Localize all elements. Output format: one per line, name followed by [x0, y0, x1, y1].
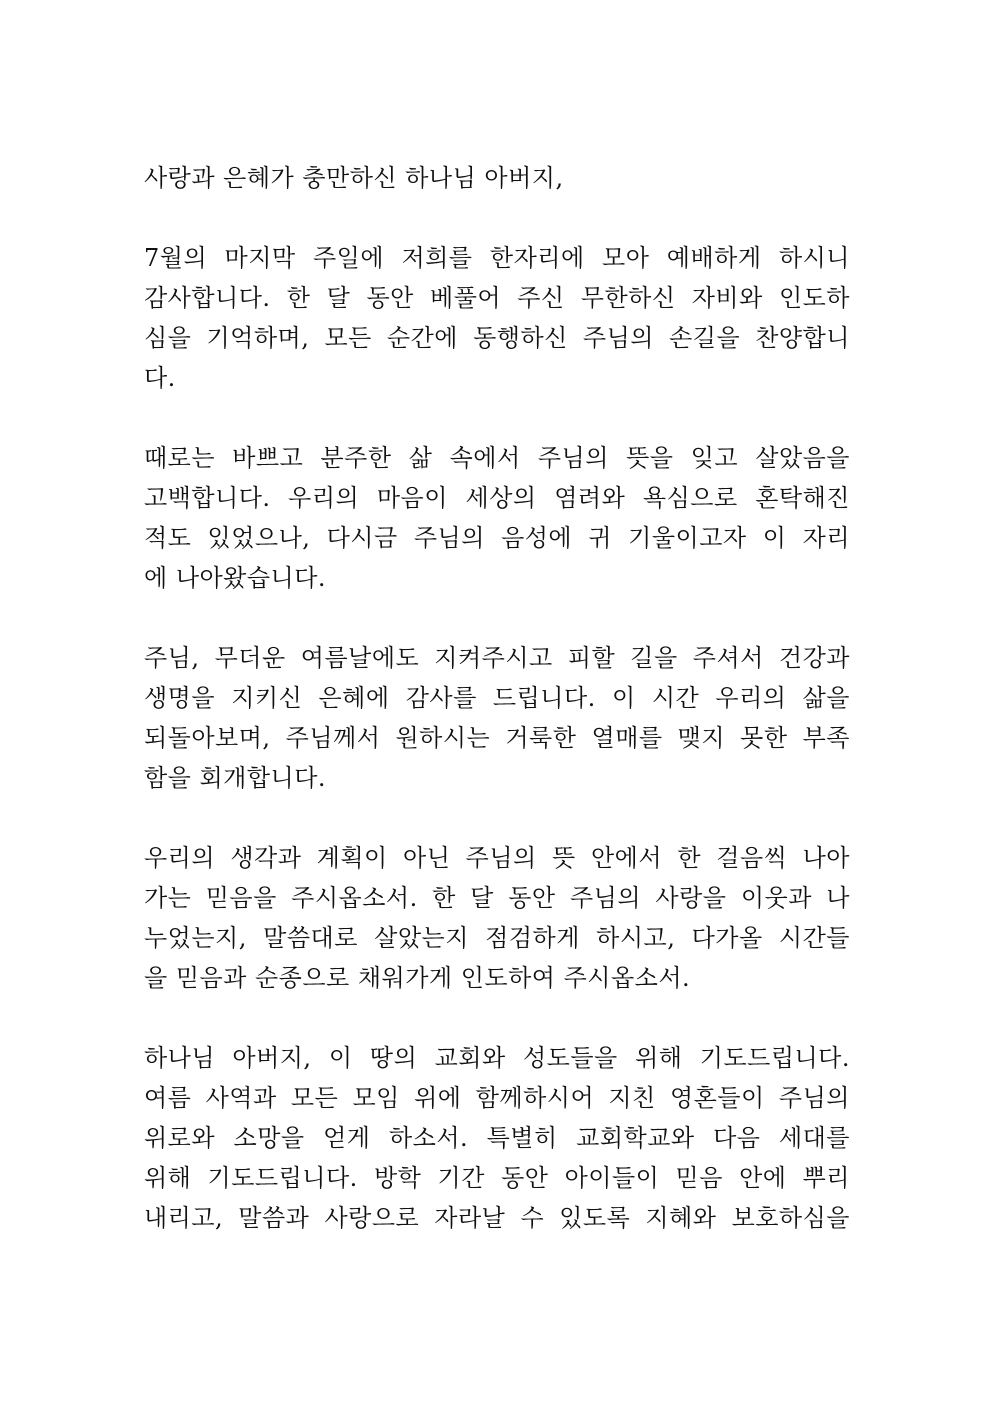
paragraph-line: 다.	[144, 364, 176, 392]
paragraph-line: 고백합니다. 우리의 마음이 세상의 염려와 욕심으로 혼탁해진	[144, 484, 850, 512]
paragraph-3	[144, 638, 850, 798]
paragraph-line: 위로와 소망을 얻게 하소서. 특별히 교회학교와 다음 세대를	[144, 1124, 850, 1152]
paragraph-line: 되돌아보며, 주님께서 원하시는 거룩한 열매를 맺지 못한 부족	[144, 724, 850, 752]
paragraph-line: 가는 믿음을 주시옵소서. 한 달 동안 주님의 사랑을 이웃과 나	[144, 884, 850, 912]
paragraph-line: 에 나아왔습니다.	[144, 564, 327, 592]
paragraph-gap	[144, 998, 850, 1038]
paragraph-line: 감사합니다. 한 달 동안 베풀어 주신 무한하신 자비와 인도하	[144, 284, 850, 312]
paragraph-line: 생명을 지키신 은혜에 감사를 드립니다. 이 시간 우리의 삶을	[144, 684, 850, 712]
prayer-text	[144, 158, 850, 1238]
paragraph-line: 여름 사역과 모든 모임 위에 함께하시어 지친 영혼들이 주님의	[144, 1084, 850, 1112]
paragraph-line: 위해 기도드립니다. 방학 기간 동안 아이들이 믿음 안에 뿌리	[144, 1164, 850, 1192]
greeting-line: 사랑과 은혜가 충만하신 하나님 아버지,	[144, 164, 564, 192]
paragraph-gap	[144, 198, 850, 238]
paragraph-gap	[144, 598, 850, 638]
paragraph-line: 누었는지, 말씀대로 살았는지 점검하게 하시고, 다가올 시간들	[144, 924, 850, 952]
paragraph-line: 7월의 마지막 주일에 저희를 한자리에 모아 예배하게 하시니	[144, 244, 850, 272]
paragraph-2	[144, 438, 850, 598]
paragraph-line: 우리의 생각과 계획이 아닌 주님의 뜻 안에서 한 걸음씩 나아	[144, 844, 850, 872]
paragraph-line: 내리고, 말씀과 사랑으로 자라날 수 있도록 지혜와 보호하심을	[144, 1204, 850, 1232]
paragraph-line: 적도 있었으나, 다시금 주님의 음성에 귀 기울이고자 이 자리	[144, 524, 850, 552]
paragraph-gap	[144, 798, 850, 838]
paragraph-1	[144, 238, 850, 398]
paragraph-line: 하나님 아버지, 이 땅의 교회와 성도들을 위해 기도드립니다.	[144, 1044, 850, 1072]
paragraph-line: 을 믿음과 순종으로 채워가게 인도하여 주시옵소서.	[144, 964, 691, 992]
paragraph-gap	[144, 398, 850, 438]
paragraph-5	[144, 1038, 850, 1238]
paragraph-line: 심을 기억하며, 모든 순간에 동행하신 주님의 손길을 찬양합니	[144, 324, 850, 352]
paragraph-line: 때로는 바쁘고 분주한 삶 속에서 주님의 뜻을 잊고 살았음을	[144, 444, 850, 472]
paragraph-line: 함을 회개합니다.	[144, 764, 327, 792]
paragraph-4	[144, 838, 850, 998]
paragraph-line: 주님, 무더운 여름날에도 지켜주시고 피할 길을 주셔서 건강과	[144, 644, 850, 672]
